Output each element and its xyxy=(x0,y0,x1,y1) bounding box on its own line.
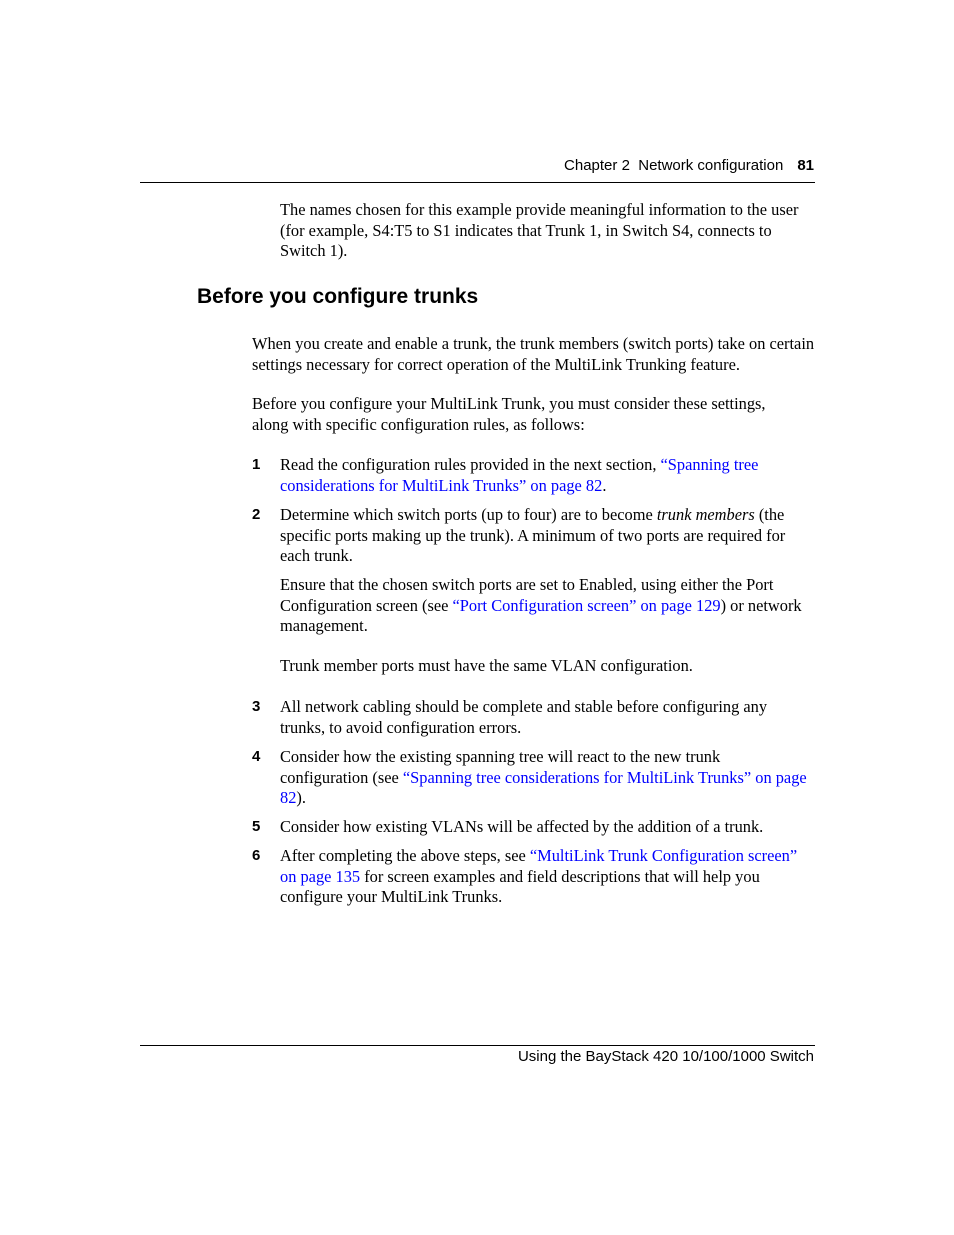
step-2-subparagraph xyxy=(280,575,810,637)
step-2-note: Trunk member ports must have the same VLAN configuration. xyxy=(280,656,693,675)
step-5: Consider how existing VLANs will be affected by the addition of a trunk. xyxy=(280,817,764,836)
step-number: 4 xyxy=(252,748,261,765)
link-multilink-trunk-configuration[interactable]: “MultiLink Trunk Configuration screen” on page 135 xyxy=(280,846,798,886)
running-header xyxy=(564,157,814,174)
step-2 xyxy=(280,505,815,567)
header-rule xyxy=(140,182,815,183)
step-1 xyxy=(280,455,800,496)
step-text-end: ). xyxy=(296,788,306,807)
step-text: Consider how the existing spanning tree will react to the new trunk configuration (see xyxy=(280,747,721,787)
step-text-end: ) or network management. xyxy=(280,595,802,635)
page-number: 81 xyxy=(797,157,814,174)
footer-rule xyxy=(140,1045,815,1046)
link-spanning-tree[interactable]: “Spanning tree considerations for MultiLink Trunks” on page 82 xyxy=(280,767,807,807)
link-port-configuration[interactable]: “Port Configuration screen” on page 129 xyxy=(452,595,721,615)
paragraph-1: When you create and enable a trunk, the trunk members (switch ports) take on certain settings necessary for correct operation of the MultiLink Trunking feature. xyxy=(252,334,815,374)
step-text-end: (the specific ports making up the trunk). A minimum of two ports are required for each trunk. xyxy=(280,505,786,565)
paragraph-2: Before you configure your MultiLink Trunk, you must consider these settings, along with specific configuration rules, as follows: xyxy=(252,394,766,434)
step-number: 1 xyxy=(252,456,261,473)
step-text: After completing the above steps, see xyxy=(280,846,530,865)
step-number: 5 xyxy=(252,818,261,835)
section-heading: Before you configure trunks xyxy=(197,285,479,308)
step-6 xyxy=(280,846,815,908)
step-text-end: for screen examples and field descriptions that will help you configure your MultiLink Trunks. xyxy=(280,866,760,906)
step-text: Ensure that the chosen switch ports are set to Enabled, using either the Port Configuration screen (see xyxy=(280,575,774,615)
step-text-end: . xyxy=(602,475,607,495)
step-number: 6 xyxy=(252,847,261,864)
step-number: 3 xyxy=(252,698,261,715)
step-text: Determine which switch ports (up to four) are to become xyxy=(280,505,657,524)
step-text: Read the configuration rules provided in the next section, xyxy=(280,455,661,474)
intro-paragraph: The names chosen for this example provide meaningful information to the user (for example, S4:T5 to S1 indicates that Trunk 1, in Switch S4, connects to Switch 1). xyxy=(280,200,799,260)
emphasis-trunk-members: trunk members xyxy=(656,505,755,524)
link-spanning-tree[interactable]: “Spanning tree considerations for MultiLink Trunks” on page 82 xyxy=(280,455,759,495)
step-number: 2 xyxy=(252,506,261,523)
step-3: All network cabling should be complete and stable before configuring any trunks, to avoid configuration errors. xyxy=(280,697,768,737)
running-footer: Using the BayStack 420 10/100/1000 Switch xyxy=(517,1048,814,1065)
step-4 xyxy=(280,747,810,809)
chapter-title: Chapter 2 Network configuration xyxy=(564,157,784,174)
